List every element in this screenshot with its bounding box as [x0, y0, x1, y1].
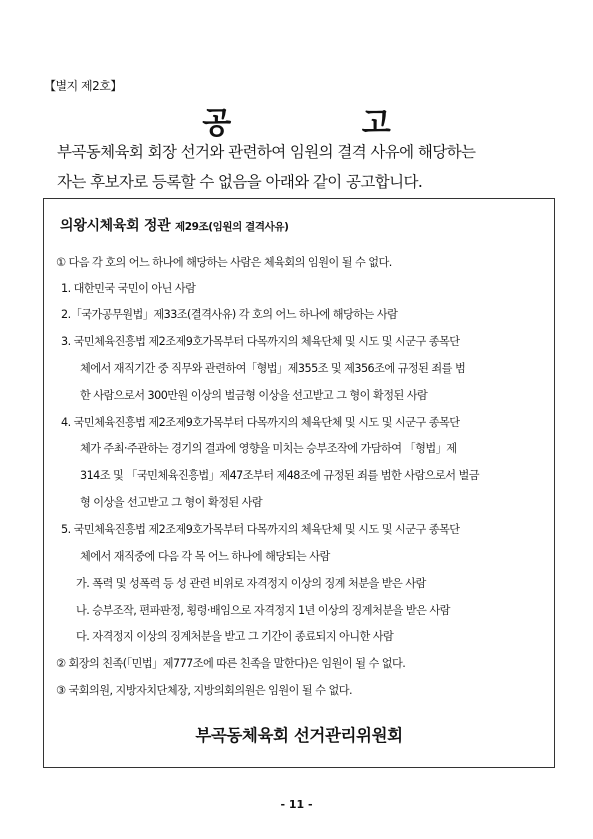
page-number: - 11 -: [280, 798, 313, 811]
closing-signature: 부곡동체육회 선거관리위원회: [195, 726, 403, 745]
statute-heading: [60, 215, 289, 235]
subitem-line: 다. 자격정지 이상의 징계처분을 받고 그 기간이 종료되지 아니한 사람: [76, 630, 394, 643]
intro-line: 부곡동체육회 회장 선거와 관련하여 임원의 결격 사유에 해당하는: [57, 143, 476, 161]
clause-line: ③ 국회의원, 지방자치단체장, 지방의회의원은 임원이 될 수 없다.: [56, 684, 352, 697]
statute-article: 제29조(임원의 결격사유): [174, 221, 289, 233]
item-line: 4. 국민체육진흥법 제2조제9호가목부터 다목까지의 체육단체 및 시도 및 시군구 종목단: [61, 416, 460, 429]
subitem-line: 가. 폭력 및 성폭력 등 성 관련 비위로 자격정지 이상의 징계 처분을 받은 사람: [76, 577, 426, 590]
attachment-label: 【별지 제2호】: [44, 79, 122, 93]
clause-line: ② 회장의 친족(「민법」제777조에 따른 친족을 말한다)은 임원이 될 수 없다.: [56, 657, 406, 670]
statute-box: [43, 198, 555, 768]
item-line: 한 사람으로서 300만원 이상의 벌금형 이상을 선고받고 그 형이 확정된 사람: [80, 389, 428, 402]
item-line: 314조 및 「국민체육진흥법」제47조부터 제48조에 규정된 죄를 범한 사람으로서 벌금: [80, 469, 480, 482]
item-line: 형 이상을 선고받고 그 형이 확정된 사람: [80, 496, 263, 509]
item-line: 체에서 재직기간 중 직무와 관련하여「형법」제355조 및 제356조에 규정된 죄를 범: [80, 362, 466, 375]
clause-line: ① 다음 각 호의 어느 하나에 해당하는 사람은 체육회의 임원이 될 수 없다.: [56, 256, 392, 269]
document-title: 공 고: [202, 106, 451, 141]
intro-paragraph: [57, 137, 557, 197]
item-line: 체에서 재직중에 다음 각 목 어느 하나에 해당되는 사람: [80, 550, 330, 563]
item-line: 1. 대한민국 국민이 아닌 사람: [61, 282, 196, 295]
item-line: 3. 국민체육진흥법 제2조제9호가목부터 다목까지의 체육단체 및 시도 및 시군구 종목단: [61, 335, 460, 348]
item-line: 체가 주최·주관하는 경기의 결과에 영향을 미치는 승부조작에 가담하여 「형법」제: [80, 442, 457, 455]
subitem-line: 나. 승부조작, 편파판정, 횡령·배임으로 자격정지 1년 이상의 징계처분을 받은 사람: [76, 604, 450, 617]
item-line: 5. 국민체육진흥법 제2조제9호가목부터 다목까지의 체육단체 및 시도 및 시군구 종목단: [61, 523, 460, 536]
item-line: 2.「국가공무원법」제33조(결격사유) 각 호의 어느 하나에 해당하는 사람: [61, 308, 398, 321]
intro-line: 자는 후보자로 등록할 수 없음을 아래와 같이 공고합니다.: [57, 173, 423, 191]
statute-name: 의왕시체육회 정관: [60, 218, 171, 234]
